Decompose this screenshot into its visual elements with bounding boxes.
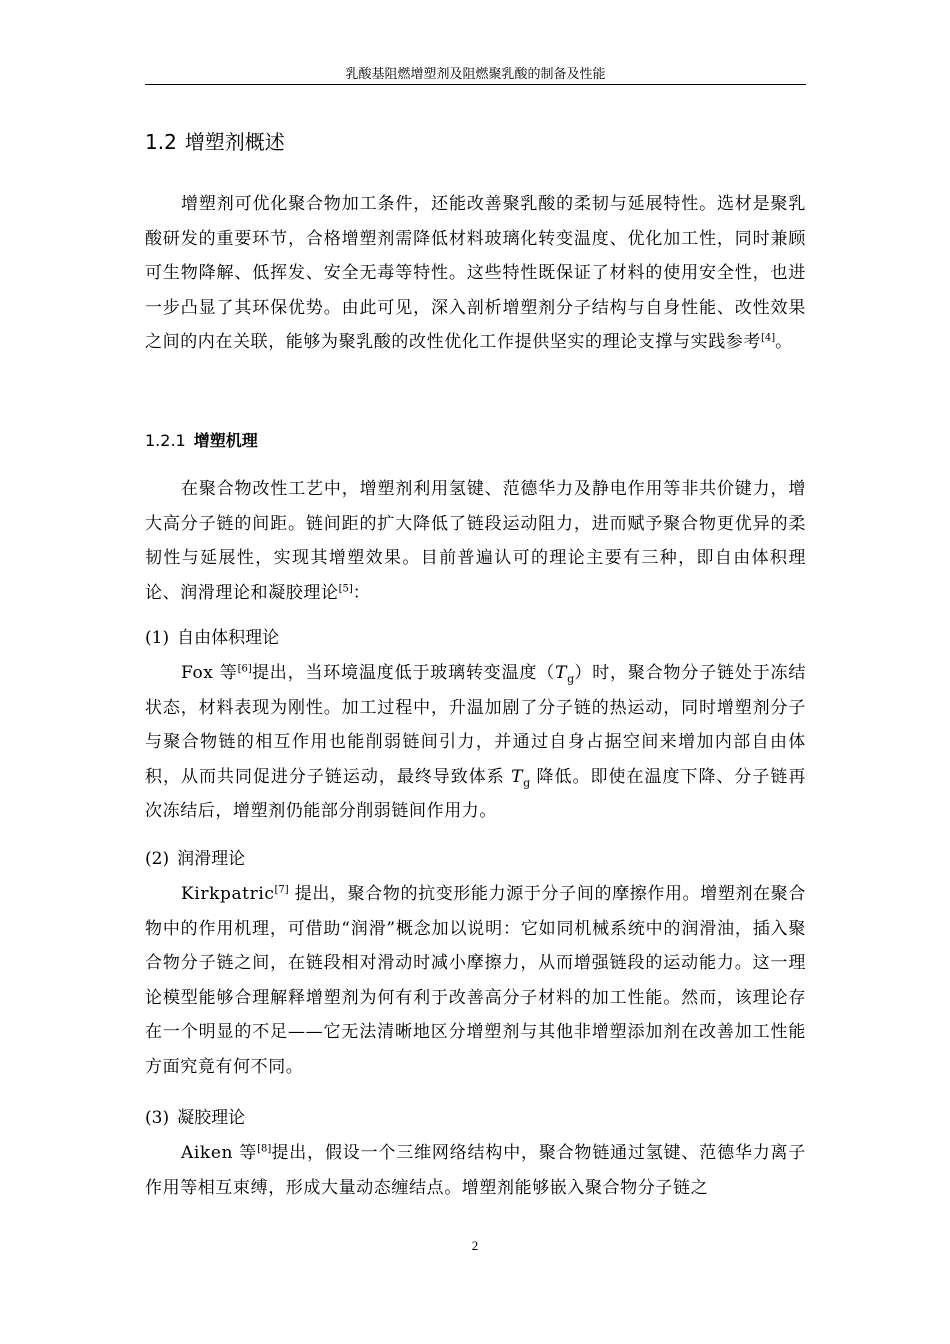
theory-2-heading: [145, 847, 245, 871]
citation-8: [8]: [257, 1143, 272, 1155]
page-number: 2: [471, 1238, 479, 1253]
citation-7: [7]: [274, 884, 289, 896]
intro-end: 。: [775, 332, 793, 352]
citation-5: [5]: [338, 582, 353, 594]
header-rule: [145, 84, 806, 85]
theory-1-text-b: ）时，聚合物分子链处于冻结状态，材料表现为刚性。加工过程中，升温加剧了分子链的热运动，同时增塑剂分子与聚合物链的相互作用也能削弱链间引力，并通过自身占据空间来增加内部自由体积，从而共同促进分子链运动，最终导致体系: [145, 663, 806, 787]
citation-4: [4]: [761, 332, 776, 344]
theory-3-author: Aiken 等: [181, 1143, 258, 1163]
theory-3-title: 凝胶理论: [177, 1108, 246, 1128]
mechanism-paragraph: [145, 472, 806, 610]
theory-3-paragraph: [145, 1136, 806, 1205]
tg-subscript: g: [567, 672, 575, 686]
theory-2-title: 润滑理论: [177, 849, 246, 869]
subsection-number: 1.2.1: [145, 431, 186, 450]
tg-symbol: T: [555, 663, 568, 683]
theory-2-paragraph: [145, 877, 806, 1084]
mechanism-text: 在聚合物改性工艺中，增塑剂利用氢键、范德华力及静电作用等非共价键力，增大高分子链的间距。链间距的扩大降低了链段运动阻力，进而赋予聚合物更优异的柔韧性与延展性，实现其增塑效果。目前普遍认可的理论主要有三种，即自由体积理论、润滑理论和凝胶理论: [145, 479, 806, 603]
intro-paragraph: [145, 187, 806, 360]
subsection-title: 增塑机理: [193, 431, 258, 450]
citation-6: [6]: [237, 663, 252, 675]
theory-1-heading: [145, 626, 279, 650]
theory-1-text-a: 提出，当环境温度低于玻璃转变温度（: [251, 663, 556, 683]
section-heading: [145, 128, 285, 156]
tg-subscript-2: g: [523, 775, 531, 789]
theory-3-heading: [145, 1106, 245, 1130]
section-title: 增塑剂概述: [184, 130, 285, 154]
theory-1-author: Fox 等: [181, 663, 238, 683]
intro-text: 增塑剂可优化聚合物加工条件，还能改善聚乳酸的柔韧与延展特性。选材是聚乳酸研发的重要环节，合格增塑剂需降低材料玻璃化转变温度、优化加工性，同时兼顾可生物降解、低挥发、安全无毒等特性。这些特性既保证了材料的使用安全性，也进一步凸显了其环保优势。由此可见，深入剖析增塑剂分子结构与自身性能、改性效果之间的内在关联，能够为聚乳酸的改性优化工作提供坚实的理论支撑与实践参考: [145, 194, 806, 352]
mechanism-end: ：: [352, 582, 371, 603]
theory-3-label: (3): [145, 1108, 170, 1128]
theory-1-label: (1): [145, 628, 170, 648]
theory-3-text: 提出，假设一个三维网络结构中，聚合物链通过氢键、范德华力离子作用等相互束缚，形成大量动态缠结点。增塑剂能够嵌入聚合物分子链之: [145, 1143, 806, 1198]
theory-1-text-c: 降低。即使在温度下降、分子链再次冻结后，增塑剂仍能部分削弱链间作用力。: [145, 766, 806, 821]
theory-2-text: 提出，聚合物的抗变形能力源于分子间的摩擦作用。增塑剂在聚合物中的作用机理，可借助“润滑”概念加以说明：它如同机械系统中的润滑油，插入聚合物分子链之间，在链段相对滑动时减小摩擦力，从而增强链段的运动能力。这一理论模型能够合理解释增塑剂为何有利于改善高分子材料的加工性能。然而，该理论存在一个明显的不足——它无法清晰地区分增塑剂与其他非增塑添加剂在改善加工性能方面究竟有何不同。: [145, 884, 806, 1077]
running-header: 乳酸基阻燃增塑剂及阻燃聚乳酸的制备及性能: [345, 67, 606, 82]
subsection-heading: [145, 430, 258, 452]
theory-2-author: Kirkpatric: [181, 884, 275, 904]
section-number: 1.2: [145, 130, 177, 154]
theory-1-title: 自由体积理论: [177, 628, 280, 648]
theory-1-paragraph: [145, 656, 806, 829]
theory-2-label: (2): [145, 849, 170, 869]
tg-symbol-2: T: [511, 766, 524, 787]
